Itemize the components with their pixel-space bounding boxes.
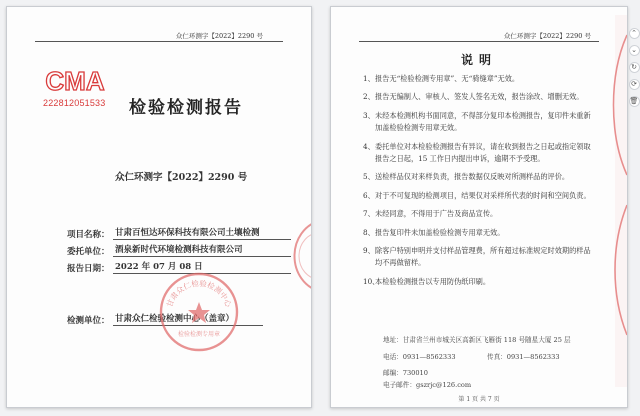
testing-unit-value: 甘肃众仁检验检测中心（盖章）: [113, 312, 263, 326]
contact-postcode: 邮编：730010: [383, 369, 428, 377]
contact-email: 电子邮件：gszrjc@126.com: [383, 381, 472, 389]
note-item: [363, 208, 593, 220]
side-seal-icon: [289, 219, 312, 293]
note-item: [363, 91, 593, 103]
report-code-header: 众仁环测字【2022】2290 号: [175, 32, 263, 40]
note-item: [363, 190, 593, 202]
document-title: 检验检测报告: [129, 98, 243, 118]
note-text: 委托单位对本检验检测报告有异议，请在收到报告之日起或指定领取报告之日起，15 工作日内提出申诉，逾期不予受理。: [375, 141, 591, 164]
note-item: [363, 227, 593, 239]
note-item: [363, 171, 593, 183]
note-number: 1、: [363, 74, 375, 83]
report-number: 众仁环测字【2022】2290 号: [115, 172, 248, 183]
project-name-value: 甘肃百恒达环保科技有限公司土壤检测: [113, 226, 291, 240]
report-date-value: 2022 年 07 月 08 日: [113, 260, 291, 274]
note-item: [363, 141, 593, 166]
cma-logo-icon: [45, 63, 105, 97]
viewer-toolbar: [628, 28, 640, 107]
project-name-label: 项目名称：: [67, 230, 110, 240]
note-number: 3、: [363, 110, 375, 120]
chevron-up-icon[interactable]: ⌃: [629, 28, 640, 39]
note-text: 报告复印件未加盖检验检测专用章无效。: [375, 227, 505, 237]
contact-address: 地址：甘肃省兰州市城关区高新区飞雁街 118 号随星大厦 25 层: [383, 336, 571, 344]
note-number: 9、: [363, 246, 375, 256]
rotate-icon[interactable]: ↻: [629, 62, 640, 73]
seal-arc-text: 甘肃众仁检验检测中心: [164, 278, 234, 309]
note-item: [363, 245, 593, 270]
cma-logo-text: CMA: [45, 66, 105, 96]
client-value: 酒泉新时代环境检测科技有限公司: [113, 243, 291, 257]
header-rule: [359, 41, 599, 42]
rotate-alt-icon[interactable]: ⟳: [629, 79, 640, 90]
note-text: 未经同意，不得用于广告及商品宣传。: [375, 209, 498, 219]
note-item: [363, 73, 593, 85]
client-row: [67, 243, 291, 257]
report-code-header: 众仁环测字【2022】2290 号: [503, 32, 591, 40]
contact-phone: 电话：0931—8562333: [383, 353, 456, 361]
note-number: 8、: [363, 227, 375, 237]
seal-sub-text: 检验检测专用章: [177, 331, 221, 338]
report-notes-page: [330, 6, 628, 408]
header-rule: [35, 41, 283, 42]
note-text: 报告无“检验检测专用章”、无“骑缝章”无效。: [375, 74, 520, 83]
note-number: 10、: [363, 276, 380, 286]
note-text: 报告无编制人、审核人、签发人签名无效，报告涂改、增删无效。: [375, 92, 584, 102]
project-name-row: [67, 226, 291, 240]
note-item: [363, 276, 593, 288]
client-label: 委托单位：: [67, 247, 110, 257]
note-text: 未经本检测机构书面同意，不得部分复印本检测报告，复印件未重新加盖检验检测专用章无效。: [375, 110, 591, 133]
note-number: 2、: [363, 92, 375, 102]
report-date-label: 报告日期：: [67, 264, 110, 274]
notes-title: 说明: [460, 53, 497, 67]
contact-fax: 传真：0931—8562333: [487, 353, 560, 361]
page-footer: 第 1 页 共 7 页: [458, 396, 500, 403]
cma-certificate-code: 222812051533: [43, 98, 106, 108]
note-text: 送检样品仅对来样负责，报告数据仅反映对所测样品的评价。: [375, 172, 570, 182]
note-number: 7、: [363, 209, 375, 219]
trash-icon[interactable]: 🗑: [629, 97, 639, 105]
note-number: 6、: [363, 190, 375, 200]
note-number: 4、: [363, 141, 375, 151]
note-text: 除客户特别申明并支付样品管理费，所有超过标准规定时效期的样品均不再做留样。: [375, 246, 591, 268]
note-number: 5、: [363, 172, 375, 182]
report-cover-page: [6, 6, 312, 408]
official-seal-icon: [157, 270, 241, 354]
perforation-seal-icon: [601, 15, 627, 387]
chevron-down-icon[interactable]: ⌄: [629, 45, 640, 56]
testing-unit-label: 检测单位：: [67, 316, 110, 326]
note-text: 本检验检测报告以专用防伪纸印刷。: [375, 276, 491, 286]
note-text: 对于不可复现的检测项目，结果仅对采样所代表的时间和空间负责。: [375, 190, 591, 200]
note-item: [363, 110, 593, 135]
notes-list: [363, 73, 593, 294]
